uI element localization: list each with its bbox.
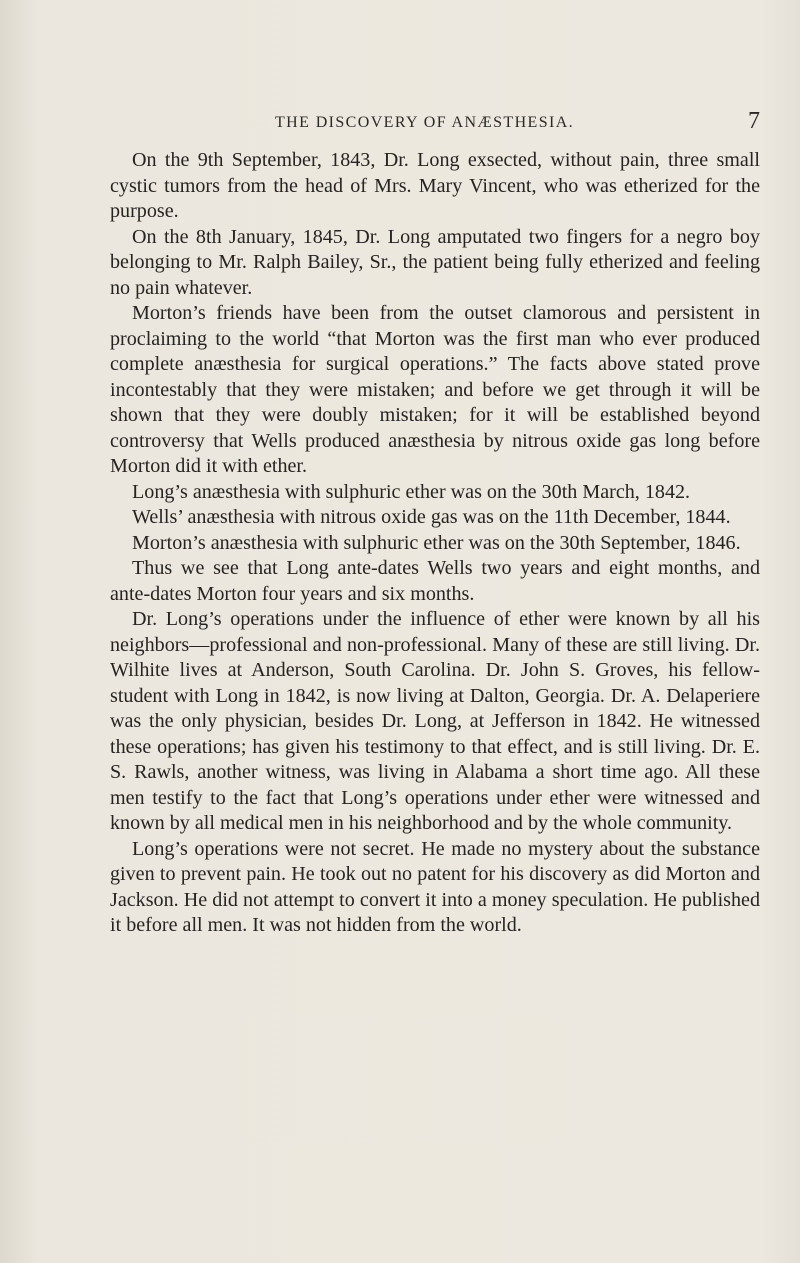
- running-title: THE DISCOVERY OF ANÆSTHESIA.: [275, 114, 575, 131]
- page-header: [110, 108, 760, 138]
- page-number: 7: [748, 108, 760, 134]
- body-text: [110, 148, 760, 939]
- paragraph: Dr. Long’s operations under the influence of ether were known by all his neighbors—professional and non-professional. Many of these are still living. Dr. Wilhite lives at Anderson, South Carolina. Dr. John S. Groves, his fellow-student with Long in 1842, is now living at Dalton, Georgia. Dr. A. Delaperiere was the only physician, besides Dr. Long, at Jefferson in 1842. He witnessed these operations; has given his testimony to that effect, and is still living. Dr. E. S. Rawls, another witness, was living in Alabama a short time ago. All these men testify to the fact that Long’s operations under ether were witnessed and known by all medical men in his neighborhood and by the whole community.: [110, 608, 760, 834]
- paragraph: Long’s anæsthesia with sulphuric ether was on the 30th March, 1842.: [132, 480, 691, 503]
- paragraph: Wells’ anæsthesia with nitrous oxide gas was on the 11th December, 1844.: [132, 506, 731, 528]
- paragraph: On the 9th September, 1843, Dr. Long exsected, without pain, three small cystic tumors from the head of Mrs. Mary Vincent, who was etherized for the purpose.: [110, 149, 760, 222]
- paragraph: Morton’s friends have been from the outset clamorous and persistent in proclaiming to the world “that Morton was the first man who ever produced complete anæsthesia for surgical operations.” The facts above stated prove incontestably that they were mistaken; and before we get through it will be shown that they were doubly mistaken; for it will be established beyond controversy that Wells produced anæsthesia by nitrous oxide gas long before Morton did it with ether.: [110, 302, 760, 477]
- paragraph: Morton’s anæsthesia with sulphuric ether was on the 30th September, 1846.: [132, 531, 741, 554]
- paragraph: On the 8th January, 1845, Dr. Long amputated two fingers for a negro boy belonging to Mr. Ralph Bailey, Sr., the patient being fully etherized and feeling no pain whatever.: [110, 225, 760, 299]
- paragraph: Long’s operations were not secret. He made no mystery about the substance given to prevent pain. He took out no patent for his discovery as did Morton and Jackson. He did not attempt to convert it into a money speculation. He published it before all men. It was not hidden from the world.: [110, 837, 760, 936]
- paragraph: Thus we see that Long ante-dates Wells two years and eight months, and ante-dates Morton four years and six months.: [110, 557, 760, 605]
